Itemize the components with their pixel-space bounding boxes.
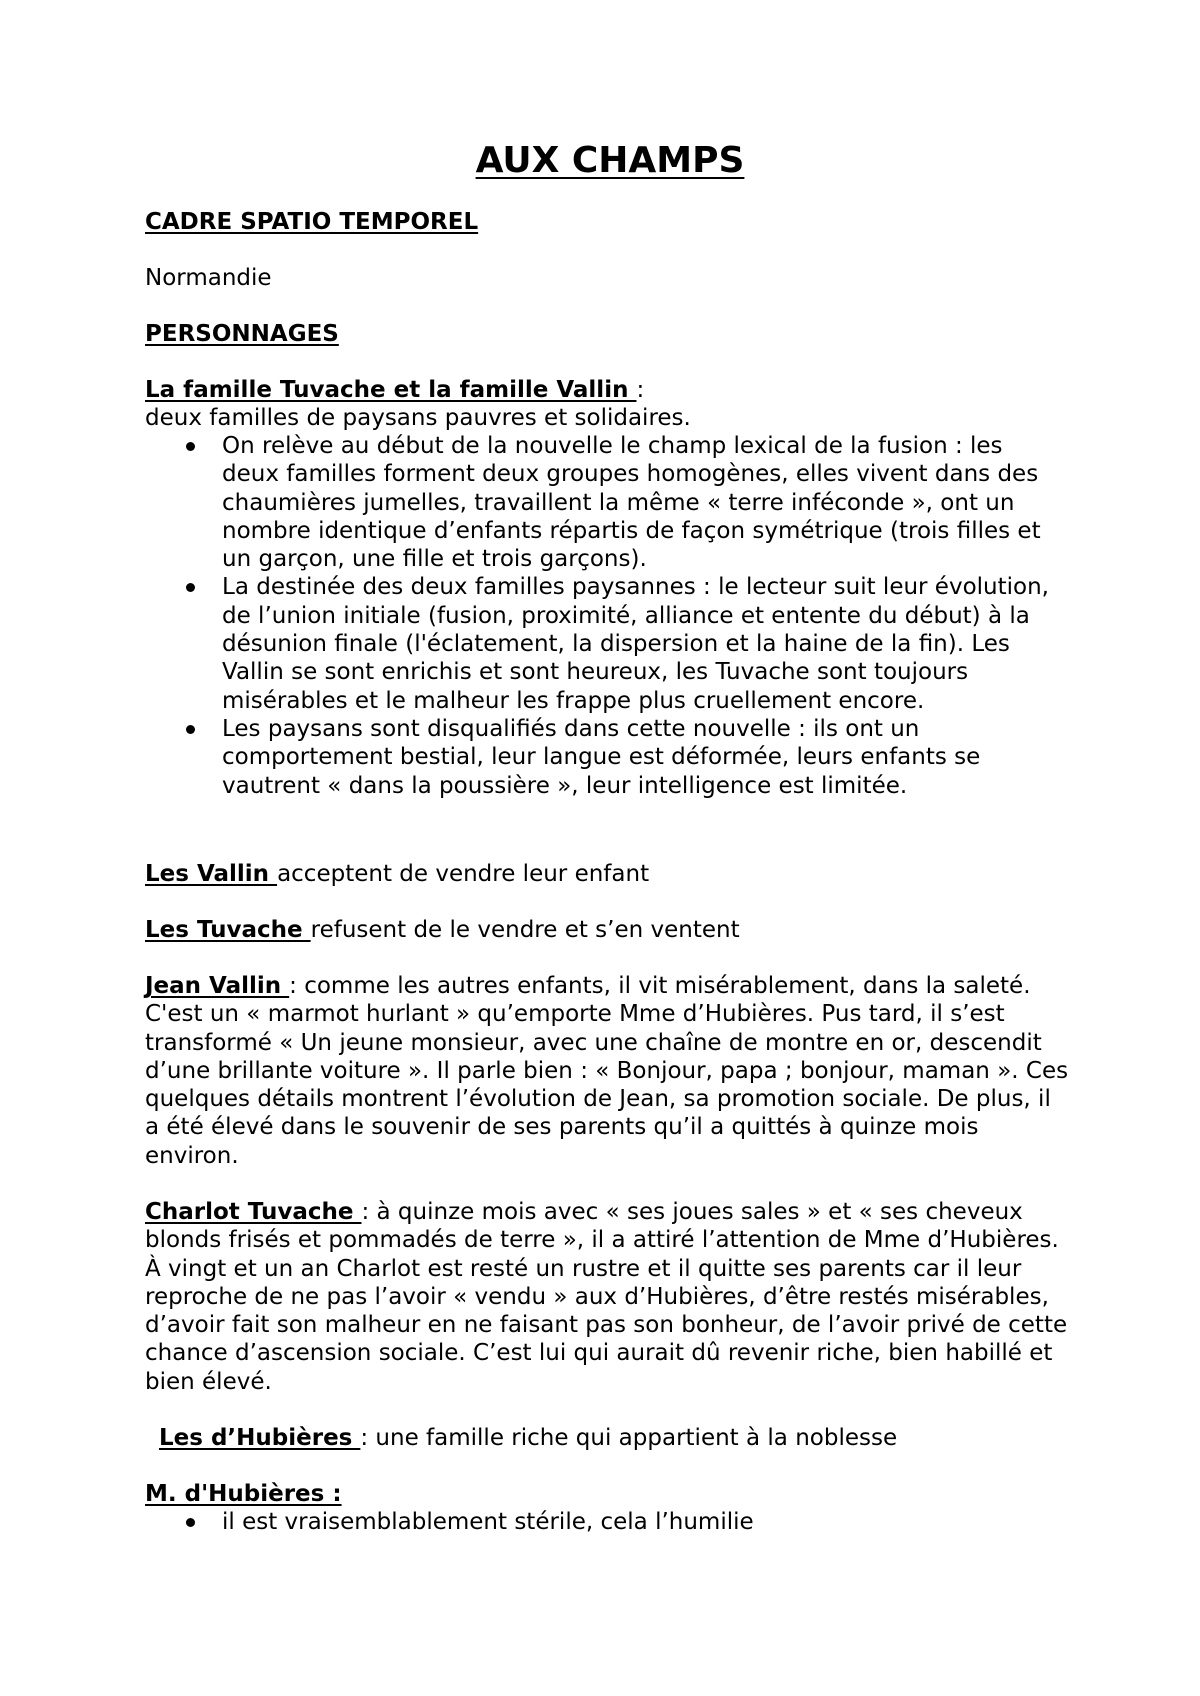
list-item: La destinée des deux familles paysannes : le lecteur suit leur évolution, de l’union initiale (fusion, proximité, alliance et entente du début) à la désunion finale (l'éclatement, la dispersion et la haine de la fin). Les Vallin se sont enrichis et sont heureux, les Tuvache sont toujours misérables et le malheur les frappe plus cruellement encore.	[145, 573, 1065, 714]
jean-paragraph: Jean Vallin : comme les autres enfants, il vit misérablement, dans la saleté. C'est un « marmot hurlant » qu’emporte Mme d’Hubières. Pus tard, il s’est transformé « Un jeune monsieur, avec une chaîne de montre en or, descendit d’une brillante voiture ». Il parle bien : « Bonjour, papa ; bonjour, maman ». Ces quelques détails montrent l’évolution de Jean, sa promotion sociale. De plus, il a été élevé dans le souvenir de ses parents qu’il a quittés à quinze mois environ.	[145, 973, 1069, 1169]
charlot-paragraph: Charlot Tuvache : à quinze mois avec « ses joues sales » et « ses cheveux blonds frisés et pommadés de terre », il a attiré l’attention de Mme d’Hubières. À vingt et un an Charlot est resté un rustre et il quitte ses parents car il leur reproche de ne pas l’avoir « vendu » aux d’Hubières, d’être restés misérables, d’avoir fait son malheur en ne faisant pas son bonheur, de l’avoir privé de cette chance d’ascension sociale. C’est lui qui aurait dû revenir riche, bien habillé et bien élevé.	[145, 1199, 1068, 1395]
familles-bullet-list	[145, 432, 1065, 800]
cadre-heading: CADRE SPATIO TEMPOREL	[145, 209, 479, 235]
vallin-line: Les Vallin acceptent de vendre leur enfant	[145, 861, 650, 887]
cadre-text: Normandie	[145, 265, 272, 291]
bullet-icon	[186, 442, 195, 451]
familles-heading: La famille Tuvache et la famille Vallin :	[145, 377, 645, 403]
m-hubieres-heading: M. d'Hubières :	[145, 1481, 342, 1507]
m-hubieres-bullet-list	[145, 1508, 1065, 1536]
list-item: il est vraisemblablement stérile, cela l’humilie	[145, 1508, 1065, 1536]
hubieres-line: Les d’Hubières : une famille riche qui appartient à la noblesse	[159, 1425, 898, 1451]
familles-intro: deux familles de paysans pauvres et solidaires.	[145, 405, 691, 431]
bullet-icon	[186, 1518, 195, 1527]
personnages-heading: PERSONNAGES	[145, 321, 339, 347]
list-item: On relève au début de la nouvelle le champ lexical de la fusion : les deux familles forment deux groupes homogènes, elles vivent dans des chaumières jumelles, travaillent la même « terre inféconde », ont un nombre identique d’enfants répartis de façon symétrique (trois filles et un garçon, une fille et trois garçons).	[145, 432, 1065, 573]
bullet-icon	[186, 583, 195, 592]
document-title: AUX CHAMPS	[475, 140, 745, 181]
tuvache-line: Les Tuvache refusent de le vendre et s’en ventent	[145, 917, 740, 943]
list-item: Les paysans sont disqualifiés dans cette nouvelle : ils ont un comportement bestial, leur langue est déformée, leurs enfants se vautrent « dans la poussière », leur intelligence est limitée.	[145, 715, 1065, 800]
bullet-icon	[186, 725, 195, 734]
